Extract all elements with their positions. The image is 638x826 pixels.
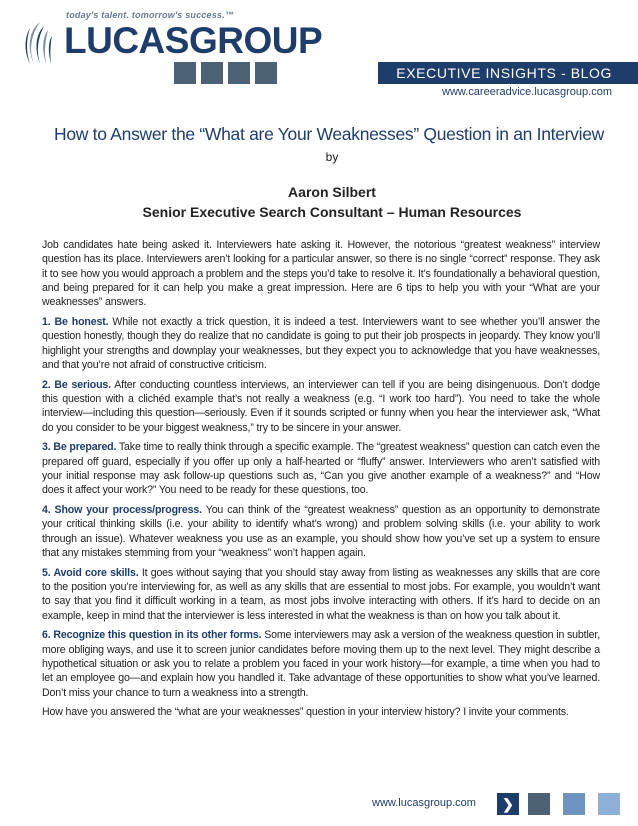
footer-url-link[interactable]: www.lucasgroup.com [372, 797, 476, 809]
author-name: Aaron Silbert [288, 184, 376, 200]
blog-url-link[interactable]: www.careeradvice.lucasgroup.com [442, 86, 612, 98]
article-title: How to Answer the “What are Your Weaknesses” Question in an Interview [54, 124, 604, 144]
tip-paragraph [42, 315, 600, 372]
tip-text: Take time to really think through a specific example. The “greatest weakness” question can catch even the prepared off guard, especially if you offer up only a half-hearted or “fluffy” answer. Interviewers who aren’t satisfied with your initial response may ask follow-up questions such as, “Can you give another example of a weakness?” and “How does it affect your work?” You need to be ready for these questions, too. [42, 441, 600, 497]
author-role: Senior Executive Search Consultant – Human Resources [142, 204, 522, 220]
tip-text: Some interviewers may ask a version of the weakness question in subtler, more obliging ways, and use it to screen junior candidates before moving them up to the next level. They might describe a hypothetical situation or ask you to relate a problem you faced in your work history—for example, a time when you had to let an employee go—and explain how you handled it. Take advantage of these opportunities to show what you’ve learned. Don’t miss your chance to turn a weakness into a strength. [42, 629, 600, 699]
tip-heading: 2. Be serious. [42, 378, 111, 391]
tip-text: It goes without saying that you should stay away from listing as weaknesses any skills that are core to the position you’re interviewing for, as well as any skills that are essential to most jobs. For example, you wouldn’t want to say that you find it difficult working in a team, as most jobs involve interacting with others. If it’s hard to decide on an example, keep in mind that the interviewer is less interested in what the weakness is than on how you talk about it. [42, 566, 601, 622]
header-square [228, 62, 250, 84]
logo-emblem-icon [18, 20, 62, 66]
tip-text: After conducting countless interviews, an interviewer can tell if you are being disingenuous. Don’t dodge this question with a clichéd example that’s not really a weakness (e.g. “I work too hard”). You need to take the whole interview—including this question—seriously. Even if it sounds scripted or funny when you hear the interviewer ask, “What do you consider to be your biggest weakness,” try to be sincere in your answer. [42, 378, 600, 434]
tip-heading: 6. Recognize this question in its other forms. [42, 629, 262, 642]
intro-paragraph: Job candidates hate being asked it. Interviewers hate asking it. However, the notorious “greatest weakness” interview question has its place. Interviewers aren’t looking for a particular answer, so there is no single “correct” response. They ask it to see how you would approach a problem and the steps you’d take to resolve it. It’s foundationally a behavioral question, and being prepared for it can help you make a great impression. Here are 6 tips to help you with your “What are your weaknesses” answers. [42, 239, 600, 309]
tip-paragraph [42, 503, 600, 560]
logo-wordmark: LUCASGROUP [64, 20, 323, 61]
blog-title: EXECUTIVE INSIGHTS - BLOG [396, 65, 612, 81]
tip-paragraph [42, 440, 600, 497]
footer-square [598, 793, 620, 815]
next-arrow-icon[interactable]: ❯ [497, 793, 519, 815]
tip-heading: 5. Avoid core skills. [42, 566, 139, 579]
byline-by: by [325, 150, 339, 164]
tip-paragraph [42, 628, 600, 699]
blog-banner [378, 62, 638, 84]
header-square [201, 62, 223, 84]
footer-square [528, 793, 550, 815]
header-square [255, 62, 277, 84]
tip-heading: 4. Show your process/progress. [42, 504, 202, 517]
company-logo[interactable] [18, 8, 323, 68]
footer-square [563, 793, 585, 815]
tip-paragraph [42, 378, 600, 435]
logo-tagline: today's talent. tomorrow's success.™ [66, 10, 235, 20]
closing-paragraph: How have you answered the “what are your weaknesses” question in your interview history? I invite your comments. [42, 706, 569, 719]
article-body [42, 238, 600, 725]
tip-paragraph [42, 566, 600, 623]
tip-text: While not exactly a trick question, it is indeed a test. Interviewers want to see whether you’ll answer the question honestly, though they do realize that no candidate is going to put their job prospects in jeopardy. They know you’ll highlight your strengths and downplay your weaknesses, but they expect you to acknowledge that you have weaknesses, and that you’re not afraid of constructive criticism. [42, 315, 601, 371]
tip-heading: 3. Be prepared. [42, 441, 117, 454]
header-square [174, 62, 196, 84]
tip-heading: 1. Be honest. [42, 315, 109, 328]
tip-text: You can think of the “greatest weakness” question as an opportunity to demonstrate your critical thinking skills (i.e. your ability to identify what’s wrong) and problem solving skills (i.e. your ability to work through an issue). Whatever weakness you use as an example, you should show how you’ve set up a system to ensure that any mistakes stemming from your “weakness” won’t happen again. [42, 504, 600, 559]
